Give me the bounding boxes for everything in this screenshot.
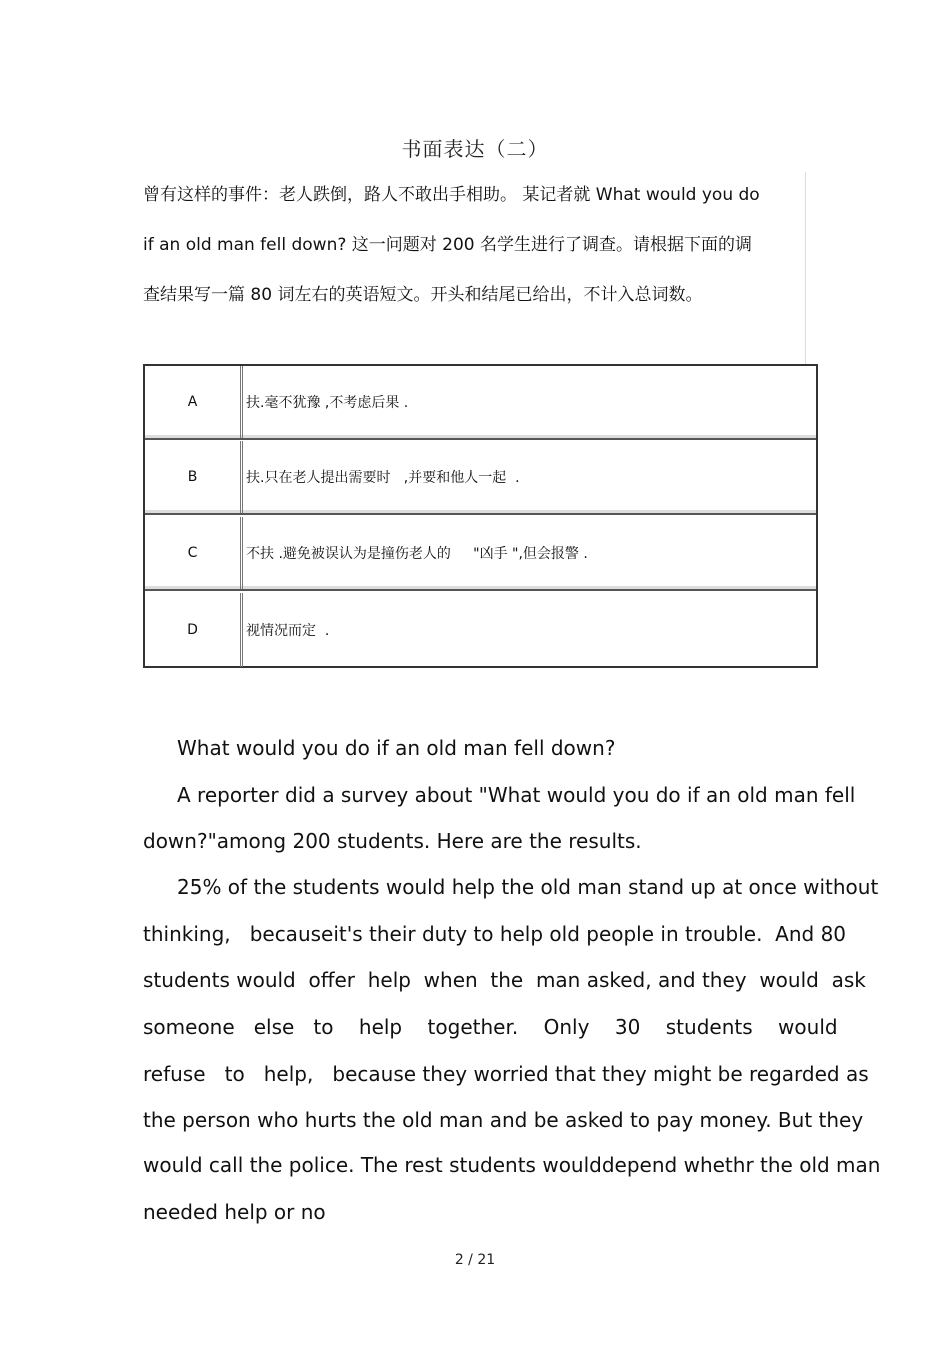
table-row	[145, 593, 816, 667]
essay-line: the person who hurts the old man and be asked to pay money. But they	[143, 1108, 864, 1132]
essay-line: would call the police. The rest students woulddepend whethr the old man	[143, 1153, 881, 1177]
page-number: 2 / 21	[454, 1252, 496, 1268]
option-text: 视情况而定 .	[246, 623, 330, 639]
essay-line: thinking, becauseit's their duty to help old people in trouble. And 80	[143, 922, 847, 946]
essay-line: students would offer help when the man asked, and they would ask	[143, 968, 866, 992]
prompt-line: 查结果写一篇 80 词左右的英语短文。开头和结尾已给出，不计入总词数。	[143, 285, 703, 305]
writing-prompt	[143, 172, 806, 364]
essay-line: refuse to help, because they worried that they might be regarded as	[143, 1062, 869, 1086]
prompt-line: if an old man fell down? 这一问题对 200 名学生进行了调查。请根据下面的调	[143, 235, 753, 255]
option-letter: B	[145, 441, 243, 513]
option-letter: A	[145, 366, 243, 438]
essay-line: needed help or no	[143, 1200, 326, 1224]
table-row	[145, 366, 816, 440]
essay-line: A reporter did a survey about "What would you do if an old man fell	[177, 783, 856, 807]
option-letter: C	[145, 517, 243, 589]
table-row	[145, 441, 816, 515]
table-row	[145, 517, 816, 591]
essay-line: 25% of the students would help the old man stand up at once without	[177, 875, 879, 899]
page-title: 书面表达（二）	[401, 137, 549, 161]
option-letter: D	[145, 593, 243, 667]
survey-options-table	[143, 364, 818, 668]
essay-line: someone else to help together. Only 30 students would	[143, 1015, 838, 1039]
essay-title: What would you do if an old man fell down?	[177, 736, 616, 760]
option-text: 不扶 .避免被误认为是撞伤老人的 "凶手 ",但会报警 .	[246, 546, 588, 562]
option-text: 扶.只在老人提出需要时 ,并要和他人一起 .	[246, 470, 520, 486]
option-text: 扶.毫不犹豫 ,不考虑后果 .	[246, 395, 409, 411]
essay-line: down?"among 200 students. Here are the results.	[143, 829, 642, 853]
prompt-line: 曾有这样的事件：老人跌倒，路人不敢出手相助。 某记者就 What would you do	[143, 185, 760, 205]
